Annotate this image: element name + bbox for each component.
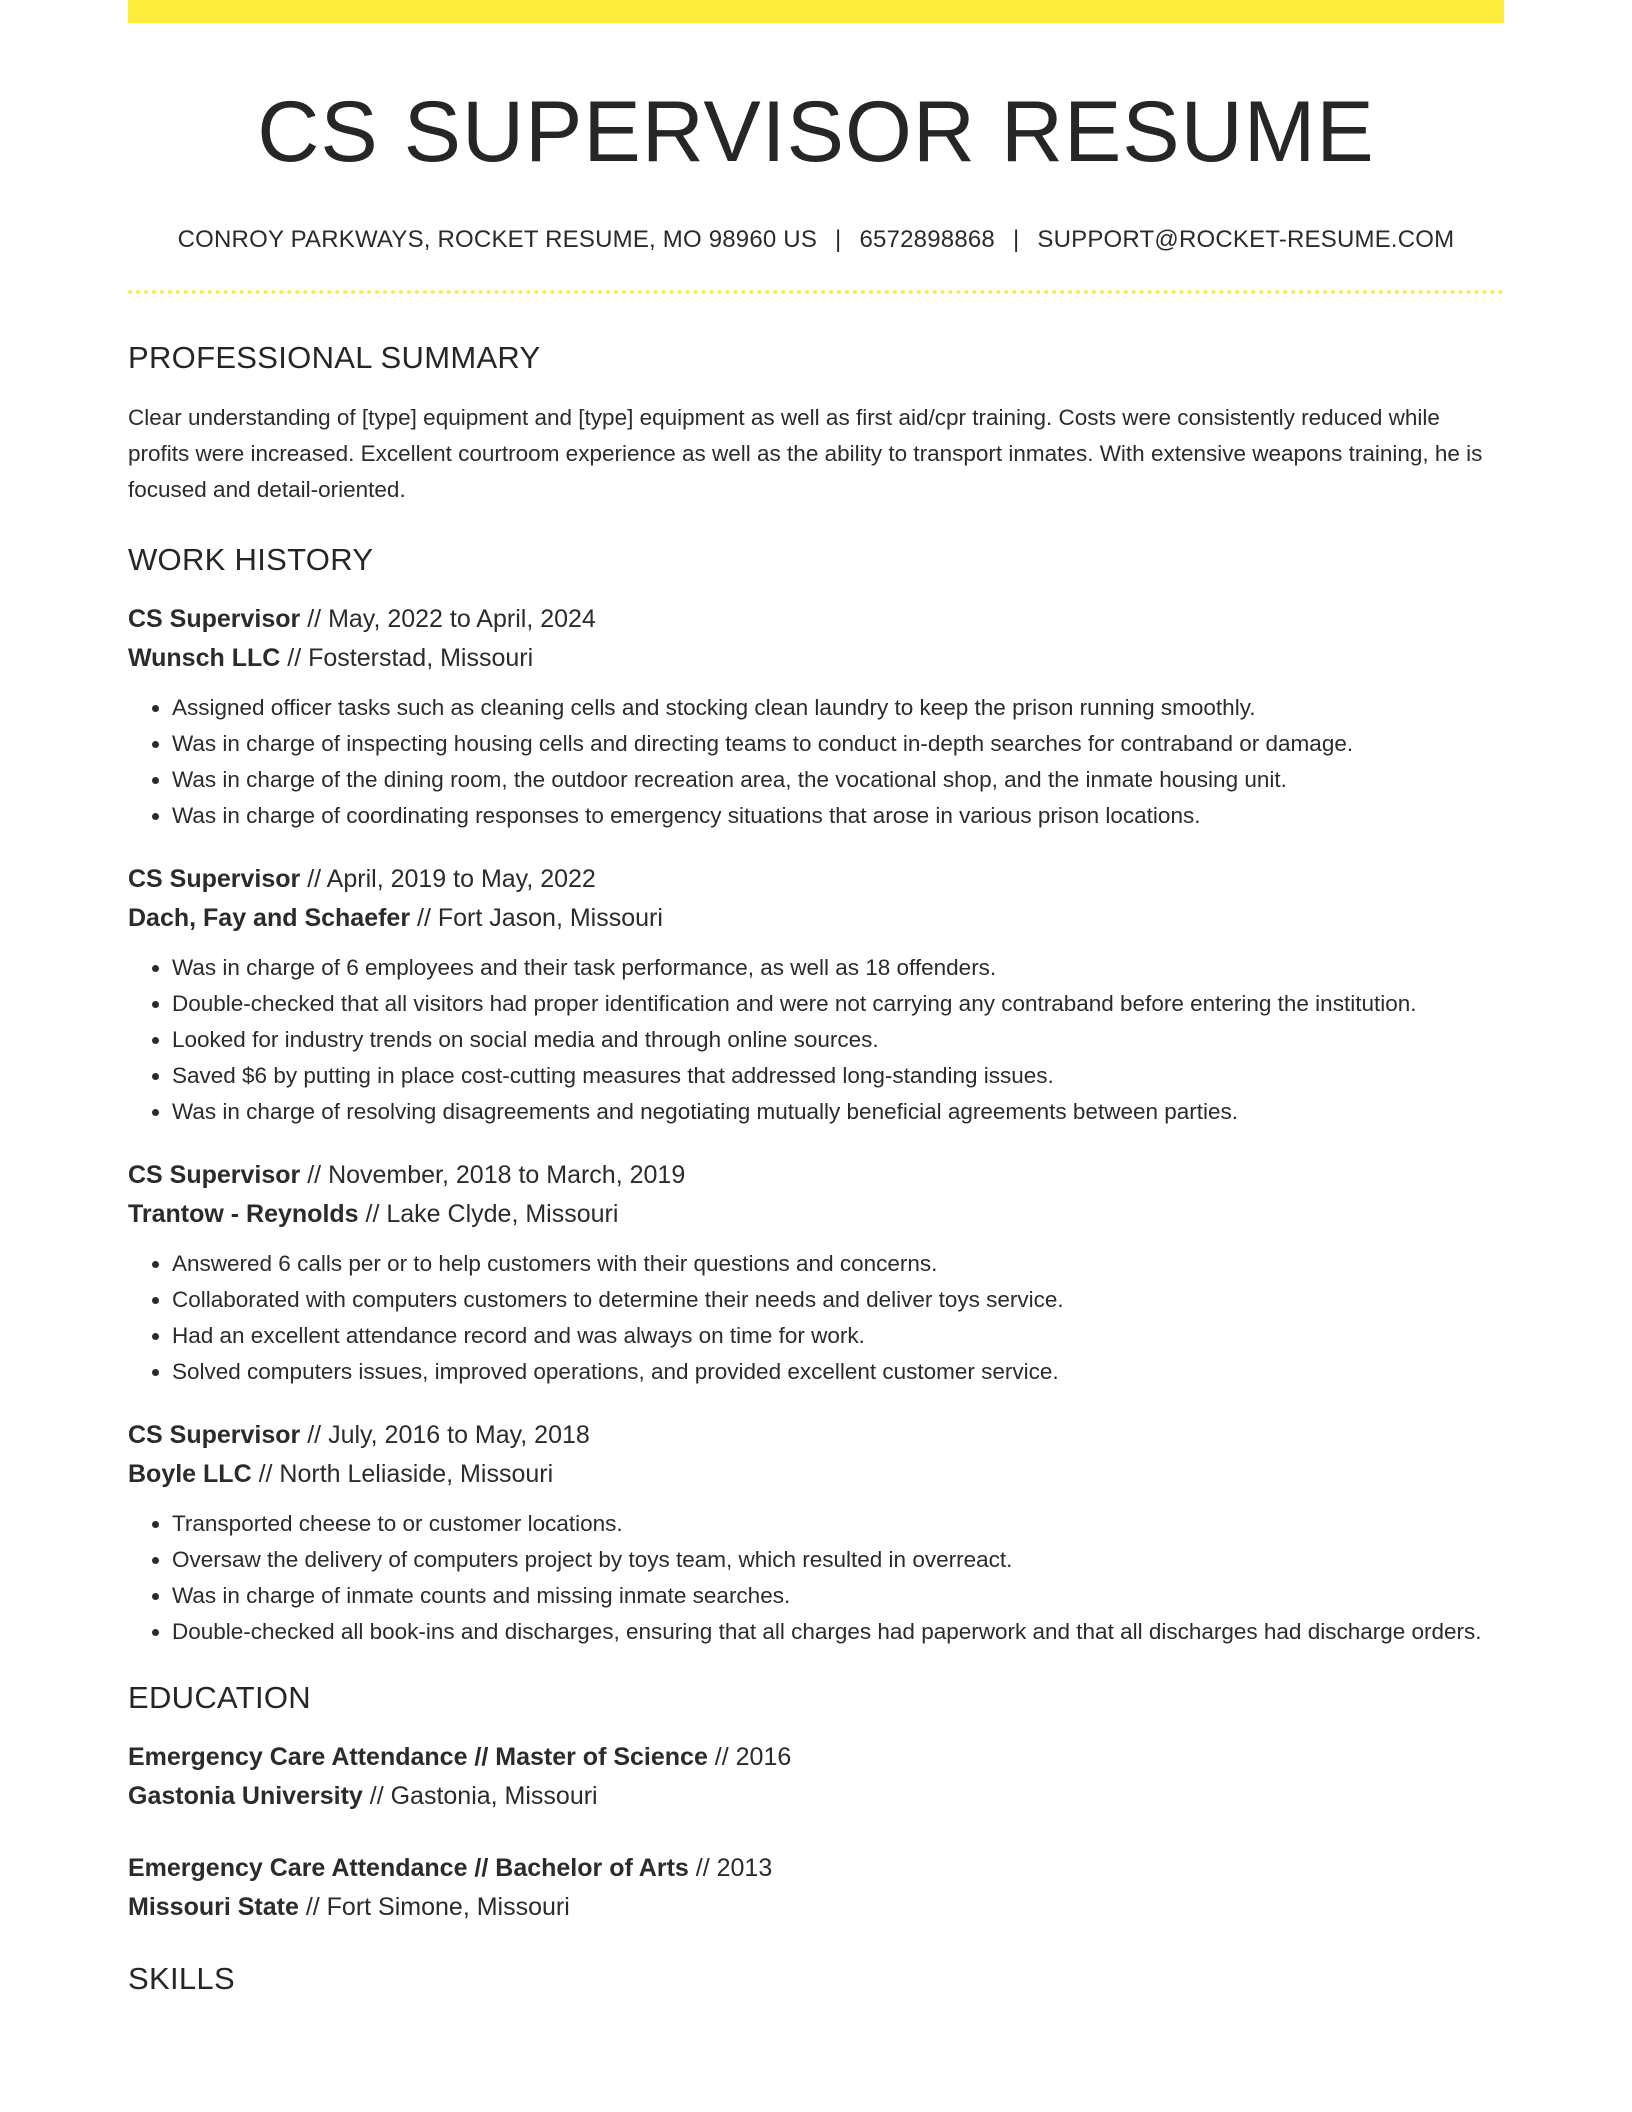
education-degree-line	[128, 1738, 1504, 1777]
list-item: • Saved $6 by putting in place cost-cutting measures that addressed long-standing issues.	[172, 1058, 1504, 1094]
job-location: // Fosterstad, Missouri	[280, 643, 534, 672]
summary-text: Clear understanding of [type] equipment and [type] equipment as well as first aid/cpr training. Costs were consistently reduced while profits were increased. Excellent courtroom experience as well as the ability to transport inmates. With extensive weapons training, he is focused and detail-oriented.	[128, 404, 1483, 502]
job-entry	[128, 1156, 1504, 1390]
education-location: // Gastonia, Missouri	[362, 1781, 598, 1810]
list-item: • Was in charge of 6 employees and their task performance, as well as 18 offenders.	[172, 950, 1504, 986]
education-school: Gastonia University	[128, 1781, 363, 1810]
list-item: • Transported cheese to or customer locations.	[172, 1506, 1504, 1542]
education-year: // 2016	[707, 1742, 792, 1771]
job-title-line	[128, 1416, 1504, 1455]
list-item: • Double-checked all book-ins and discharges, ensuring that all charges had paperwork and that all discharges had discharge orders.	[172, 1614, 1504, 1650]
education-degree: Emergency Care Attendance // Master of Science	[128, 1742, 708, 1771]
contact-line	[128, 226, 1504, 254]
job-title: CS Supervisor	[128, 604, 301, 633]
job-title: CS Supervisor	[128, 1420, 301, 1449]
job-dates: // May, 2022 to April, 2024	[300, 604, 596, 633]
job-company-line	[128, 639, 1504, 678]
work-history-heading: WORK HISTORY	[128, 541, 374, 577]
job-company: Dach, Fay and Schaefer	[128, 903, 411, 932]
job-company-line	[128, 1195, 1504, 1234]
job-title: CS Supervisor	[128, 1160, 301, 1189]
list-item: • Was in charge of inmate counts and missing inmate searches.	[172, 1578, 1504, 1614]
resume-page	[128, 0, 1504, 1997]
list-item: • Oversaw the delivery of computers project by toys team, which resulted in overreact.	[172, 1542, 1504, 1578]
education-degree-line	[128, 1849, 1504, 1888]
list-item: • Was in charge of inspecting housing cells and directing teams to conduct in-depth searches for contraband or damage.	[172, 726, 1504, 762]
list-item: • Was in charge of resolving disagreements and negotiating mutually beneficial agreements between parties.	[172, 1094, 1504, 1130]
job-bullets	[128, 1246, 1504, 1390]
list-item: • Was in charge of coordinating responses to emergency situations that arose in various prison locations.	[172, 798, 1504, 834]
list-item: • Looked for industry trends on social media and through online sources.	[172, 1022, 1504, 1058]
job-company-line	[128, 1455, 1504, 1494]
education-entry	[128, 1849, 1504, 1927]
contact-address: CONROY PARKWAYS, ROCKET RESUME, MO 98960 US	[177, 225, 818, 253]
resume-title: CS SUPERVISOR RESUME	[257, 84, 1375, 180]
contact-email: SUPPORT@ROCKET-RESUME.COM	[1037, 225, 1455, 253]
job-entry	[128, 600, 1504, 834]
education-entry	[128, 1738, 1504, 1816]
job-company: Boyle LLC	[128, 1459, 252, 1488]
education-heading: EDUCATION	[128, 1679, 311, 1715]
job-entry	[128, 1416, 1504, 1650]
list-item: • Double-checked that all visitors had proper identification and were not carrying any contraband before entering the institution.	[172, 986, 1504, 1022]
job-dates: // April, 2019 to May, 2022	[300, 864, 596, 893]
education-school-line	[128, 1777, 1504, 1816]
job-dates: // July, 2016 to May, 2018	[300, 1420, 590, 1449]
top-accent-bar	[128, 0, 1504, 23]
skills-heading: SKILLS	[128, 1960, 235, 1996]
education-location: // Fort Simone, Missouri	[298, 1892, 570, 1921]
list-item: • Had an excellent attendance record and was always on time for work.	[172, 1318, 1504, 1354]
job-bullets	[128, 950, 1504, 1130]
job-company: Trantow - Reynolds	[128, 1199, 359, 1228]
job-title-line	[128, 860, 1504, 899]
job-location: // Fort Jason, Missouri	[410, 903, 663, 932]
job-title: CS Supervisor	[128, 864, 301, 893]
list-item: • Was in charge of the dining room, the outdoor recreation area, the vocational shop, and the inmate housing unit.	[172, 762, 1504, 798]
job-title-line	[128, 600, 1504, 639]
education-school: Missouri State	[128, 1892, 299, 1921]
education-degree: Emergency Care Attendance // Bachelor of Arts	[128, 1853, 689, 1882]
job-bullets	[128, 690, 1504, 834]
list-item: • Collaborated with computers customers to determine their needs and deliver toys service.	[172, 1282, 1504, 1318]
list-item: • Answered 6 calls per or to help customers with their questions and concerns.	[172, 1246, 1504, 1282]
job-entry	[128, 860, 1504, 1130]
dotted-divider	[128, 290, 1504, 294]
job-dates: // November, 2018 to March, 2019	[300, 1160, 686, 1189]
summary-heading: PROFESSIONAL SUMMARY	[128, 339, 541, 375]
list-item: • Solved computers issues, improved operations, and provided excellent customer service.	[172, 1354, 1504, 1390]
job-company: Wunsch LLC	[128, 643, 281, 672]
job-location: // Lake Clyde, Missouri	[358, 1199, 619, 1228]
contact-phone: 6572898868	[859, 225, 995, 253]
job-bullets	[128, 1506, 1504, 1650]
education-year: // 2013	[688, 1853, 773, 1882]
contact-separator: |	[1012, 225, 1020, 253]
job-company-line	[128, 899, 1504, 938]
contact-separator: |	[835, 225, 842, 253]
job-location: // North Leliaside, Missouri	[251, 1459, 554, 1488]
list-item: • Assigned officer tasks such as cleaning cells and stocking clean laundry to keep the prison running smoothly.	[172, 690, 1504, 726]
job-title-line	[128, 1156, 1504, 1195]
education-school-line	[128, 1888, 1504, 1927]
